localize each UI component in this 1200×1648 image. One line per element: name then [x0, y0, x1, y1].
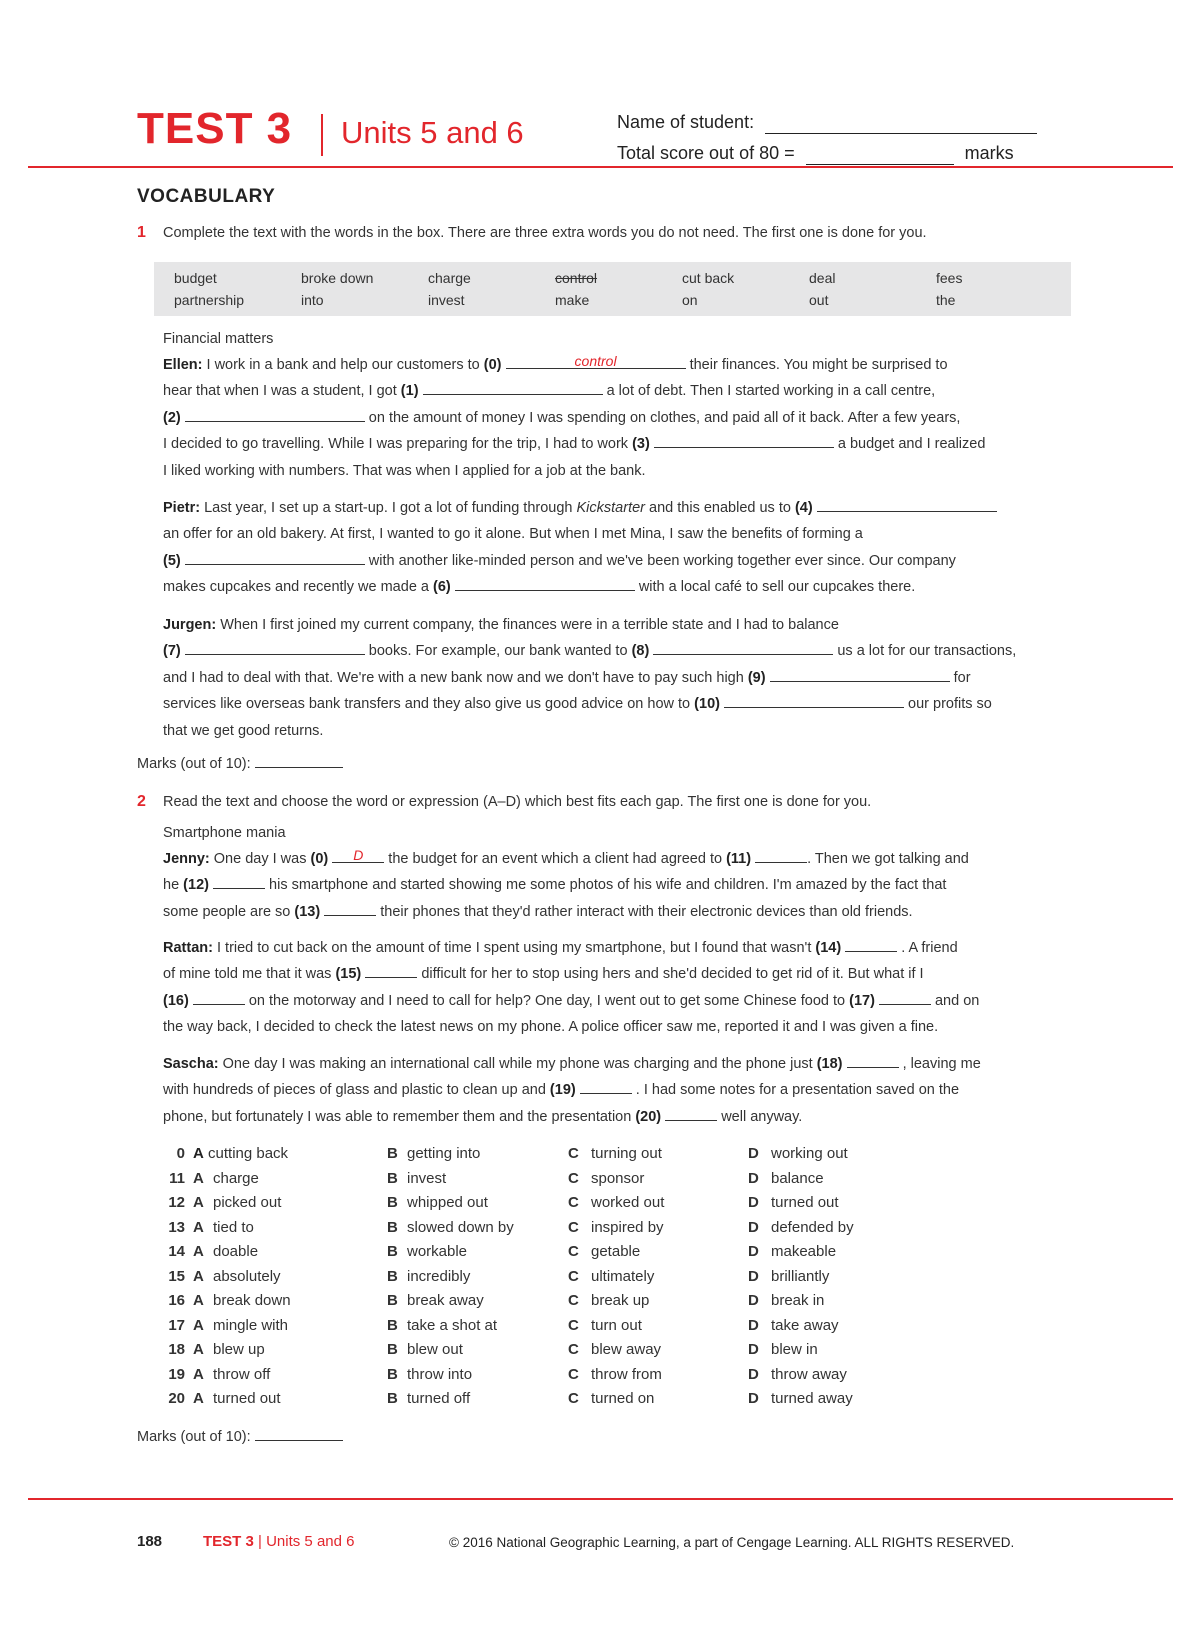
word-box-item: broke down	[301, 270, 374, 286]
option-b[interactable]: slowed down by	[407, 1218, 514, 1236]
page-number: 188	[137, 1533, 163, 1550]
gap-number: (15)	[335, 966, 362, 983]
option-c[interactable]: turning out	[591, 1145, 662, 1162]
option-a[interactable]: break down	[213, 1292, 291, 1309]
option-d[interactable]: brilliantly	[771, 1267, 830, 1285]
gap-number: (12)	[183, 877, 209, 894]
option-a[interactable]: tied to	[213, 1218, 254, 1236]
jurgen-line-3	[163, 665, 1078, 691]
header-rule	[28, 166, 1173, 168]
gap-4-input[interactable]	[817, 497, 997, 512]
example-answer: D	[353, 847, 364, 863]
option-a[interactable]: throw off	[213, 1365, 271, 1383]
gap-3-input[interactable]	[654, 433, 834, 448]
q2-text-title: Smartphone mania	[163, 825, 286, 841]
q2-marks-field[interactable]	[255, 1426, 343, 1441]
option-letter-d: D	[748, 1194, 759, 1211]
gap-17-input[interactable]	[879, 990, 931, 1005]
option-number: 0	[176, 1145, 185, 1162]
option-b[interactable]: whipped out	[407, 1194, 488, 1211]
option-b[interactable]: throw into	[407, 1365, 473, 1383]
rattan-line-4: the way back, I decided to check the latest news on my phone. A police officer saw me, reported it and I was given a fine.	[163, 1019, 939, 1036]
text: a lot of debt. Then I started working in a call centre,	[606, 383, 936, 400]
option-letter-a: A	[193, 1267, 204, 1285]
q1-text-title: Financial matters	[163, 331, 274, 347]
jenny-line-3	[163, 899, 1078, 925]
gap-11-input[interactable]	[755, 848, 807, 863]
option-number: 15	[168, 1267, 185, 1285]
option-number: 14	[168, 1243, 185, 1260]
option-letter-b: B	[387, 1390, 398, 1407]
q1-marks-label: Marks (out of 10):	[137, 756, 251, 772]
copyright: © 2016 National Geographic Learning, a part of Cengage Learning. ALL RIGHTS RESERVED.	[449, 1535, 1015, 1550]
text: with hundreds of pieces of glass and plastic to clean up and	[163, 1082, 546, 1099]
option-letter-a: A	[193, 1341, 204, 1358]
text: Last year, I set up a start-up. I got a lot of funding through	[204, 500, 573, 516]
text: hear that when I was a student, I got	[163, 383, 397, 400]
option-letter-b: B	[387, 1316, 398, 1334]
gap-15-input[interactable]	[365, 963, 417, 978]
option-letter-d: D	[748, 1365, 759, 1383]
gap-12-input[interactable]	[213, 874, 265, 889]
option-d[interactable]: makeable	[771, 1243, 837, 1260]
word-box-item: on	[682, 292, 698, 308]
student-name-row	[617, 110, 1037, 134]
option-letter-c: C	[568, 1218, 579, 1236]
pietr-line-1	[163, 495, 1078, 521]
text: he	[163, 877, 180, 894]
pietr-paragraph	[163, 495, 1078, 601]
option-d[interactable]: break in	[771, 1292, 825, 1309]
pietr-line-4	[163, 574, 1078, 600]
total-score-field[interactable]	[806, 146, 954, 165]
option-letter-c: C	[568, 1267, 579, 1285]
option-letter-a: A	[193, 1218, 204, 1236]
q1-marks-row	[137, 751, 343, 777]
option-c[interactable]: blew away	[591, 1341, 662, 1358]
ellen-paragraph	[163, 352, 1078, 484]
gap-number: (9)	[747, 669, 766, 686]
text: some people are so	[163, 903, 291, 920]
gap-number: (0)	[483, 357, 502, 373]
option-b[interactable]: blew out	[407, 1341, 463, 1358]
option-c[interactable]: throw from	[591, 1365, 662, 1383]
q2-marks-label: Marks (out of 10):	[137, 1429, 251, 1445]
option-letter-b: B	[387, 1243, 398, 1260]
gap-1-input[interactable]	[423, 380, 603, 395]
option-a[interactable]: charge	[213, 1169, 259, 1187]
option-row-18	[163, 1341, 1063, 1365]
word-box-item: cut back	[682, 270, 735, 286]
sascha-line-3	[163, 1104, 1078, 1130]
option-row-0	[163, 1145, 1063, 1169]
option-b[interactable]: incredibly	[407, 1267, 471, 1285]
student-name-field[interactable]	[765, 115, 1037, 134]
jenny-line-1	[163, 846, 1078, 872]
option-letter-a: A	[193, 1243, 204, 1260]
jurgen-line-2	[163, 638, 1078, 664]
option-b[interactable]: invest	[407, 1169, 447, 1187]
rattan-line-1	[163, 935, 1078, 961]
word-box-item: fees	[936, 270, 963, 286]
option-letter-d: D	[748, 1341, 759, 1358]
footer-units: Units 5 and 6	[266, 1533, 355, 1550]
text: a budget and I realized	[837, 436, 986, 453]
text: on the motorway and I need to call for help? One day, I went out to get some Chinese food to	[248, 992, 846, 1009]
question-2-number: 2	[137, 793, 146, 810]
gap-10-input[interactable]	[724, 693, 904, 708]
option-letter-d: D	[748, 1316, 759, 1334]
option-letter-b: B	[387, 1365, 398, 1383]
text: . A friend	[901, 940, 958, 956]
gap-number: (10)	[694, 696, 720, 713]
option-letter-d: D	[748, 1218, 759, 1236]
text: on the amount of money I was spending on clothes, and paid all of it back. After a few years,	[368, 409, 961, 426]
units-subtitle: Units 5 and 6	[341, 115, 524, 150]
jurgen-line-1	[163, 612, 1078, 638]
word-box	[154, 262, 1071, 316]
option-letter-b: B	[387, 1292, 398, 1309]
rattan-line-2	[163, 961, 1078, 987]
gap-2-input[interactable]	[185, 407, 365, 422]
student-name-label: Name of student:	[617, 112, 755, 132]
gap-14-input[interactable]	[845, 937, 897, 952]
text: I decided to go travelling. While I was preparing for the trip, I had to work	[163, 436, 629, 453]
test-title: TEST 3	[137, 104, 293, 153]
word-box-item: partnership	[174, 292, 245, 308]
jenny-paragraph	[163, 846, 1078, 925]
option-a[interactable]: turned out	[213, 1390, 281, 1407]
option-b[interactable]: break away	[407, 1292, 484, 1309]
option-c[interactable]: inspired by	[591, 1218, 664, 1236]
gap-0-example	[332, 848, 384, 863]
sascha-paragraph	[163, 1051, 1078, 1130]
option-letter-a: A	[193, 1292, 204, 1309]
text: . I had some notes for a presentation saved on the	[635, 1082, 960, 1099]
gap-number: (20)	[635, 1108, 662, 1125]
option-number: 13	[168, 1218, 185, 1236]
option-d[interactable]: turned out	[771, 1194, 839, 1211]
sascha-line-2	[163, 1077, 1078, 1103]
question-1-number: 1	[137, 224, 146, 241]
option-d[interactable]: defended by	[771, 1218, 854, 1236]
option-c[interactable]: turn out	[591, 1316, 642, 1334]
option-b[interactable]: turned off	[407, 1390, 471, 1407]
gap-number: (17)	[849, 992, 875, 1009]
text: I work in a bank and help our customers to	[206, 357, 480, 373]
total-score-label: Total score out of 80 =	[617, 143, 795, 163]
ellen-line-4	[163, 431, 1078, 457]
gap-9-input[interactable]	[770, 667, 950, 682]
option-a[interactable]: A cutting back	[193, 1145, 289, 1162]
text: difficult for her to stop using hers and she'd decided to get rid of it. But what if I	[421, 966, 924, 983]
option-d[interactable]: working out	[771, 1145, 848, 1162]
text: well anyway.	[721, 1108, 803, 1125]
option-letter-b: B	[387, 1218, 398, 1236]
option-c[interactable]: getable	[591, 1243, 641, 1260]
option-number: 16	[168, 1292, 185, 1309]
ellen-line-3	[163, 405, 1078, 431]
option-letter-c: C	[568, 1341, 579, 1358]
option-number: 20	[168, 1390, 185, 1407]
option-letter-b: B	[387, 1194, 398, 1211]
option-number: 12	[168, 1194, 185, 1211]
option-letter-a: A	[193, 1316, 204, 1334]
word-box-item: out	[809, 292, 829, 308]
option-row-15	[163, 1268, 1063, 1292]
text: One day I was making an international call while my phone was charging and the phone just	[222, 1056, 813, 1072]
question-2-instruction: Read the text and choose the word or expression (A–D) which best fits each gap. The first one is done for you.	[163, 794, 872, 810]
gap-20-input[interactable]	[665, 1106, 717, 1121]
sascha-line-1	[163, 1051, 1078, 1077]
option-letter-d: D	[748, 1145, 759, 1162]
option-letter-c: C	[568, 1390, 579, 1407]
text: makes cupcakes and recently we made a	[163, 579, 429, 596]
text: , leaving me	[902, 1056, 981, 1072]
word-box-item-used: control	[555, 270, 598, 286]
option-c[interactable]: sponsor	[591, 1169, 645, 1187]
option-row-14	[163, 1243, 1063, 1267]
gap-8-input[interactable]	[653, 640, 833, 655]
option-letter-d: D	[748, 1267, 759, 1285]
text: with another like-minded person and we've been working together ever since. Our company	[368, 552, 956, 569]
option-row-19	[163, 1366, 1063, 1390]
option-b[interactable]: getting into	[407, 1145, 481, 1162]
option-c[interactable]: turned on	[591, 1390, 655, 1407]
option-a[interactable]: blew up	[213, 1341, 265, 1358]
option-a[interactable]: mingle with	[213, 1316, 289, 1334]
footer-rule	[28, 1498, 1173, 1500]
pietr-line-2: an offer for an old bakery. At first, I wanted to go it alone. But when I met Mina, I saw the benefits of forming a	[163, 526, 863, 543]
section-title: VOCABULARY	[137, 186, 276, 207]
gap-number: (14)	[815, 940, 842, 956]
gap-number: (5)	[163, 552, 181, 569]
option-c[interactable]: break up	[591, 1292, 650, 1309]
jurgen-paragraph	[163, 612, 1078, 744]
pietr-line-3	[163, 548, 1078, 574]
gap-6-input[interactable]	[455, 576, 635, 591]
gap-number: (11)	[726, 851, 752, 867]
italic-text: Kickstarter	[576, 500, 646, 516]
gap-16-input[interactable]	[193, 990, 245, 1005]
option-row-17	[163, 1317, 1063, 1341]
gap-number: (18)	[816, 1056, 843, 1072]
option-letter-d: D	[748, 1243, 759, 1260]
option-letter-a: A	[193, 1365, 204, 1383]
option-c[interactable]: ultimately	[591, 1267, 655, 1285]
option-d[interactable]: blew in	[771, 1341, 818, 1358]
footer-test-label: TEST 3 | Units 5 and 6	[203, 1533, 355, 1550]
text: One day I was	[213, 851, 307, 867]
word-box-item: invest	[428, 292, 465, 308]
text: our profits so	[908, 696, 992, 713]
ellen-line-1	[163, 352, 1078, 378]
text: and I had to deal with that. We're with a new bank now and we don't have to pay such high	[163, 669, 744, 686]
text: and on	[934, 992, 980, 1009]
gap-13-input[interactable]	[324, 901, 376, 916]
option-letter-c: C	[568, 1316, 579, 1334]
option-number: 11	[169, 1169, 185, 1187]
option-letter-c: C	[568, 1145, 579, 1162]
text: us a lot for our transactions,	[837, 643, 1017, 660]
gap-number: (6)	[433, 579, 451, 596]
gap-number: (13)	[294, 903, 321, 920]
text: and this enabled us to	[649, 500, 791, 516]
option-letter-b: B	[387, 1341, 398, 1358]
option-a[interactable]: doable	[213, 1243, 259, 1260]
option-letter-b: B	[387, 1145, 398, 1162]
text: their finances. You might be surprised to	[689, 357, 948, 373]
jurgen-line-4	[163, 691, 1078, 717]
option-letter-c: C	[568, 1169, 579, 1187]
speaker-jurgen: Jurgen:	[163, 617, 217, 633]
option-number: 18	[168, 1341, 185, 1358]
text: When I first joined my current company, the finances were in a terrible state and I had to balance	[220, 617, 839, 633]
question-1-instruction: Complete the text with the words in the box. There are three extra words you do not need. The first one is done for you.	[163, 225, 927, 241]
option-c[interactable]: worked out	[591, 1194, 665, 1211]
jurgen-line-5: that we get good returns.	[163, 722, 324, 739]
option-number: 17	[168, 1316, 185, 1334]
rattan-line-3	[163, 988, 1078, 1014]
word-box-item: the	[936, 292, 956, 308]
text: their phones that they'd rather interact with their electronic devices than old friends.	[380, 903, 913, 920]
text: services like overseas bank transfers and they also give us good advice on how to	[163, 696, 691, 713]
example-answer: control	[574, 353, 617, 369]
gap-number: (19)	[549, 1082, 576, 1099]
option-letter-c: C	[568, 1243, 579, 1260]
option-letter-d: D	[748, 1390, 759, 1407]
option-letter-a: A	[193, 1194, 204, 1211]
text: I tried to cut back on the amount of time I spent using my smartphone, but I found that wasn't	[216, 940, 812, 956]
option-letter-c: C	[568, 1292, 579, 1309]
word-box-item: make	[555, 292, 590, 308]
word-box-item: into	[301, 292, 324, 308]
gap-7-input[interactable]	[185, 640, 365, 655]
text: of mine told me that it was	[163, 966, 332, 983]
gap-19-input[interactable]	[580, 1079, 632, 1094]
footer-test: TEST 3	[203, 1533, 254, 1550]
option-letter-a: A	[193, 1169, 204, 1187]
gap-number: (3)	[632, 436, 650, 453]
text: his smartphone and started showing me some photos of his wife and children. I'm amazed by the fact that	[269, 877, 947, 894]
text: for	[953, 669, 971, 686]
option-letter-c: C	[568, 1194, 579, 1211]
jenny-line-2	[163, 872, 1078, 898]
option-d[interactable]: turned away	[771, 1390, 853, 1407]
option-row-16	[163, 1292, 1063, 1316]
title-divider	[321, 114, 323, 156]
option-letter-c: C	[568, 1365, 579, 1383]
option-b[interactable]: take a shot at	[407, 1316, 498, 1334]
gap-number: (0)	[310, 851, 329, 867]
rattan-paragraph	[163, 935, 1078, 1041]
speaker-ellen: Ellen:	[163, 357, 203, 373]
word-box-item: charge	[428, 270, 471, 286]
option-d[interactable]: balance	[771, 1169, 824, 1187]
speaker-rattan: Rattan:	[163, 940, 213, 956]
q1-marks-field[interactable]	[255, 753, 343, 768]
option-b[interactable]: workable	[407, 1243, 468, 1260]
word-box-item: deal	[809, 270, 836, 286]
option-row-20	[163, 1390, 1063, 1414]
marks-label: marks	[964, 143, 1014, 163]
gap-number: (16)	[163, 992, 189, 1009]
speaker-sascha: Sascha:	[163, 1056, 219, 1072]
total-score-row	[617, 141, 1014, 165]
option-letter-d: D	[748, 1169, 759, 1187]
gap-number: (2)	[163, 409, 181, 426]
option-letter-b: B	[387, 1169, 398, 1187]
option-letter-d: D	[748, 1292, 759, 1309]
option-letter-b: B	[387, 1267, 398, 1285]
option-number: 19	[168, 1365, 185, 1383]
ellen-line-2	[163, 378, 1078, 404]
gap-0-example	[506, 354, 686, 369]
option-d[interactable]: take away	[771, 1316, 839, 1334]
word-box-item: budget	[174, 270, 217, 286]
ellen-line-5: I liked working with numbers. That was when I applied for a job at the bank.	[163, 462, 646, 479]
option-row-11	[163, 1170, 1063, 1194]
text: books. For example, our bank wanted to	[368, 643, 628, 660]
gap-number: (7)	[163, 643, 181, 660]
text: . Then we got talking and	[807, 851, 969, 867]
option-a[interactable]: absolutely	[213, 1267, 281, 1285]
option-d[interactable]: throw away	[771, 1365, 847, 1383]
gap-number: (8)	[631, 643, 650, 660]
option-a[interactable]: picked out	[213, 1194, 282, 1211]
gap-18-input[interactable]	[847, 1053, 899, 1068]
gap-number: (4)	[794, 500, 813, 516]
text: phone, but fortunately I was able to remember them and the presentation	[163, 1108, 632, 1125]
option-letter-a: A	[193, 1390, 204, 1407]
gap-5-input[interactable]	[185, 550, 365, 565]
option-row-12	[163, 1194, 1063, 1218]
gap-number: (1)	[400, 383, 419, 400]
text: the budget for an event which a client had agreed to	[388, 851, 723, 867]
option-row-13	[163, 1219, 1063, 1243]
speaker-jenny: Jenny:	[163, 851, 210, 867]
text: with a local café to sell our cupcakes there.	[638, 579, 916, 596]
q2-marks-row	[137, 1424, 343, 1450]
speaker-pietr: Pietr:	[163, 500, 201, 516]
